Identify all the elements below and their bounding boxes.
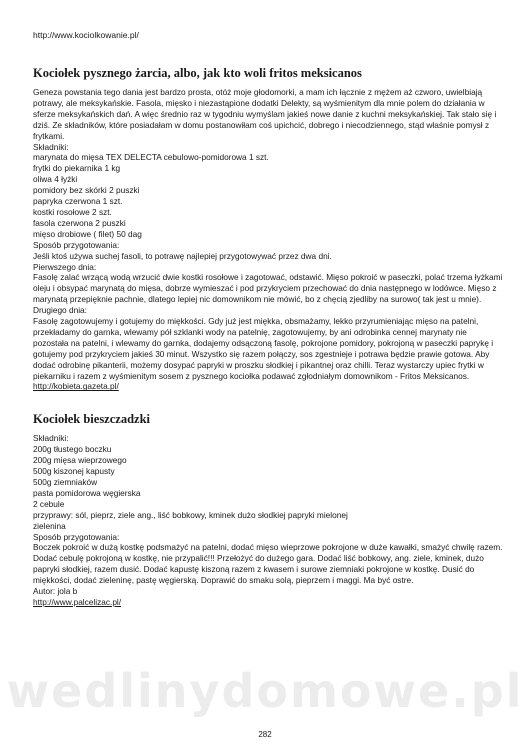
ingredients-list: [33, 152, 503, 239]
ingredients-list: [33, 444, 503, 531]
ingredient: papryka czerwona 1 szt.: [33, 196, 123, 207]
recipe-intro: Geneza powstania tego dania jest bardzo prosta, otóż moje głodomorki, a mam ich łącznie z mężem aż czworo, uwielbiają potrawy, ale meksykańskie. Fasola, mięsko i niezastąpione dodatki Delekty, są wyśmienitym dla mnie polem do działania w sferze meksykańskich dań. A więc średnio raz w tygodniu wymyślam jakieś nowe danie z kuchni meksykańskiej. Tak stało się i dziś. Ze składników, które posiadałam w domu postanowiłam coś upichcić, dobrego i niecodziennego, stąd właśnie pomysł z frytkami.: [33, 87, 497, 141]
ingredient: zielenina: [33, 520, 66, 531]
ingredient: 500g ziemniaków: [33, 477, 98, 487]
day2-label: Drugiego dnia:: [33, 305, 87, 316]
recipe-bieszczadzki: [33, 412, 503, 608]
ingredient: frytki do piekarnika 1 kg: [33, 163, 121, 174]
method-note: Jeśli ktoś używa suchej fasoli, to potrawę najlepiej przygotowywać przez dwa dni.: [33, 250, 332, 261]
ingredient: kostki rosołowe 2 szt.: [33, 206, 112, 217]
ingredient: 200g tłustego boczku: [33, 444, 112, 455]
ingredient: fasola czerwona 2 puszki: [33, 217, 126, 228]
ingredient: przyprawy: sól, pieprz, ziele ang., liść bobkowy, kminek dużo słodkiej papryki mielonej: [33, 509, 348, 520]
page-number: 282: [258, 730, 272, 739]
source-link[interactable]: http://www.palcelizac.pl/: [33, 596, 122, 607]
ingredients-label: Składniki:: [33, 433, 69, 444]
day1-text: Fasolę zalać wrzącą wodą wrzucić dwie kostki rosołowe i zagotować, odstawić. Mięso pokroić w paseczki, polać trzema łyżkami oleju i obsypać marynatą do mięsa, dobrze wymieszać i pod przykryciem przechować do dnia następnego w lodówce. Mięso z marynatą przepięknie pachnie, dlatego lepiej nic domownikom nie mówić, bo z chęcią zjedliby na surowo( tak jest u mnie).: [33, 272, 503, 305]
ingredient: oliwa 4 łyżki: [33, 174, 78, 185]
recipe-title: Kociołek pysznego żarcia, albo, jak kto woli fritos meksicanos: [33, 66, 362, 80]
recipe-fritos: [33, 66, 503, 392]
recipe-title: Kociołek bieszczadzki: [33, 412, 150, 427]
ingredient: mięso drobiowe ( filet) 50 dag: [33, 228, 142, 239]
ingredient: 2 cebule: [33, 498, 65, 509]
source-link[interactable]: http://kobieta.gazeta.pl/: [33, 381, 119, 392]
ingredient: pomidory bez skórki 2 puszki: [33, 185, 140, 196]
author-line: Autor: jola b: [33, 586, 78, 597]
ingredient: pasta pomidorowa węgierska: [33, 487, 141, 498]
method-label: Sposób przygotowania:: [33, 531, 120, 542]
ingredient: marynata do mięsa TEX DELECTA cebulowo-pomidorowa 1 szt.: [33, 152, 269, 163]
method-text: Boczek pokroić w dużą kostkę podsmażyć na patelni, dodać mięso wieprzowe pokrojone w duże kawałki, smażyć chwilę razem. Dodać cebulę pokrojoną w kostkę, nie przypalić!!! Przełożyć do dużego gara. Dodać liść bobkowy, ang. ziele, kminek, dużo papryki słodkiej, razem dusić. Dodać kapustę kiszoną razem z kwasem i surowe ziemniaki pokrojone w kostkę. Dusić do miękkości, dodać zieleninę, pastę węgierską. Doprawić do smaku solą, pieprzem i maggi. Ma być ostre.: [33, 542, 503, 586]
document-page: [33, 30, 503, 608]
ingredients-label: Składniki:: [33, 141, 69, 152]
method-label: Sposób przygotowania:: [33, 239, 120, 250]
top-url[interactable]: http://www.kociolkowanie.pl/: [33, 30, 139, 40]
day1-label: Pierwszego dnia:: [33, 261, 97, 272]
ingredient: 200g mięsa wieprzowego: [33, 455, 127, 466]
ingredient: 500g kiszonej kapusty: [33, 466, 115, 477]
day2-text: Fasolę zagotowujemy i gotujemy do miękkości. Gdy już jest miękka, obsmażamy, lekko przyrumieniając mięso na patelni, przekładamy do garnka, wlewamy pół szklanki wody na patelnię, zagotowujemy, by ani odrobinka cennej marynaty nie pozostała na patelni, i wlewamy do garnka, dodajemy odsączoną fasolę, pokrojone pomidory, pokrojoną w paseczki paprykę i gotujemy pod przykryciem jakieś 30 minut. Wszystko się razem połączy, sos zgestnieje i potrawa będzie prawie gotowa. Aby dodać odrobinę pikanterii, możemy dosypać papryki w proszku słodkiej i pikantnej oraz chilli. Teraz wystarczy upiec frytki w piekarniku i razem z wyśmienitym sosem z pysznego kociołka podawać zgłodniałym domownikom - Fritos Meksicanos.: [33, 316, 494, 381]
watermark: wedlinydomowe.pl: [6, 664, 524, 718]
